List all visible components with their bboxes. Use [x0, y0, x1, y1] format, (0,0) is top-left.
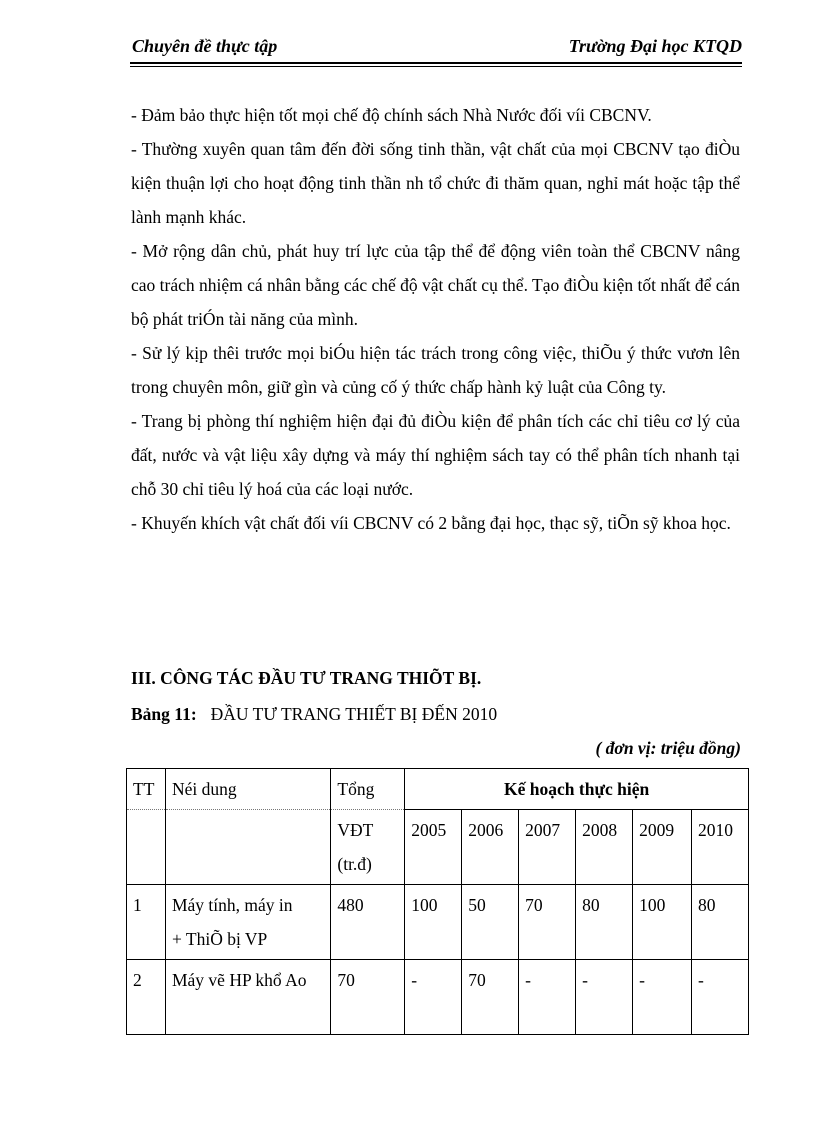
cell-content [165, 960, 330, 1035]
cell-value: 80 [576, 885, 633, 960]
unit-note: ( đơn vị: triệu đồng) [595, 738, 741, 758]
header-right-title: Trường Đại học KTQD [568, 36, 742, 56]
cell-value: - [633, 960, 692, 1035]
table-caption-text: ĐẦU TƯ TRANG THIẾT BỊ ĐẾN 2010 [210, 704, 498, 724]
paragraph: - Sử lý kịp thêi trước mọi biÓu hiện tác trách trong công việc, thiÕu ý thức vươn lên trong chuyên môn, giữ gìn và củng cố ý thức chấp hành kỷ luật của Công ty. [131, 343, 740, 397]
header-plan: Kế hoạch thực hiện [405, 769, 749, 810]
cell-value: 80 [692, 885, 749, 960]
cell-value: 70 [519, 885, 576, 960]
cell-value: - [692, 960, 749, 1035]
header-left-title: Chuyên đề thực tập [132, 36, 278, 56]
section-title: III. CÔNG TÁC ĐẦU TƯ TRANG THIÕT BỊ. [131, 668, 482, 688]
cell-tt: 2 [127, 960, 166, 1035]
paragraph: - Đảm bảo thực hiện tốt mọi chế độ chính sách Nhà Nước đối víi CBCNV. [131, 105, 652, 125]
cell-content [165, 885, 330, 960]
header-year: 2005 [405, 810, 462, 885]
cell-total: 480 [331, 885, 405, 960]
cell-content-line2 [172, 997, 324, 1031]
header-year: 2006 [462, 810, 519, 885]
header-year: 2007 [519, 810, 576, 885]
page-header [130, 34, 742, 64]
cell-value: - [405, 960, 462, 1035]
header-rule-thin [130, 66, 742, 67]
cell-value: 100 [405, 885, 462, 960]
header-content-cont [165, 810, 330, 885]
cell-total: 70 [331, 960, 405, 1035]
table-row [127, 960, 749, 1035]
cell-content-line1: Máy vẽ HP khổ Ao [171, 970, 307, 990]
header-total-line2: VĐT [337, 820, 374, 840]
header-rule-thick [130, 62, 742, 64]
cell-value: 100 [633, 885, 692, 960]
paragraph: - Thường xuyên quan tâm đến đời sống tinh thần, vật chất của mọi CBCNV tạo điÒu kiện thuận lợi cho hoạt động tinh thần nh tổ chức đi thăm quan, nghỉ mát hoặc tập thể lành mạnh khác. [131, 139, 740, 227]
header-total-cont [331, 810, 405, 885]
cell-content-line1: Máy tính, máy in [171, 895, 293, 915]
cell-value: - [519, 960, 576, 1035]
paragraph: - Trang bị phòng thí nghiệm hiện đại đủ điÒu kiện để phân tích các chỉ tiêu cơ lý của đất, nước và vật liệu xây dựng và máy thí nghiệm sách tay có thể phân tích nhanh tại chỗ 30 chỉ tiêu lý hoá của các loại nước. [131, 411, 740, 499]
paragraph: - Mở rộng dân chủ, phát huy trí lực của tập thể để động viên toàn thể CBCNV nâng cao trách nhiệm cá nhân bằng các chế độ vật chất cụ thể. Tạo điÒu kiện tốt nhất để cán bộ phát triÓn tài năng của mình. [131, 241, 741, 329]
header-content: Néi dung [165, 769, 330, 810]
body-text [131, 98, 740, 540]
header-year: 2010 [692, 810, 749, 885]
header-year: 2008 [576, 810, 633, 885]
header-total-line3: (tr.đ) [337, 854, 372, 874]
table-row [127, 885, 749, 960]
cell-value: 50 [462, 885, 519, 960]
header-tt-cont [127, 810, 166, 885]
table-caption-label: Bảng 11: [131, 704, 197, 724]
header-tt: TT [127, 769, 166, 810]
cell-content-line2: + ThiÕ bị VP [171, 929, 268, 949]
paragraph: - Khuyến khích vật chất đối víi CBCNV có 2 bằng đại học, thạc sỹ, tiÕn sỹ khoa học. [131, 513, 731, 533]
header-total: Tổng [331, 769, 405, 810]
table-caption [131, 704, 497, 725]
header-year: 2009 [633, 810, 692, 885]
table-header-row [127, 769, 749, 810]
investment-table [126, 768, 749, 1035]
cell-value: 70 [462, 960, 519, 1035]
table-header-years-row [127, 810, 749, 885]
cell-tt: 1 [127, 885, 166, 960]
cell-value: - [576, 960, 633, 1035]
